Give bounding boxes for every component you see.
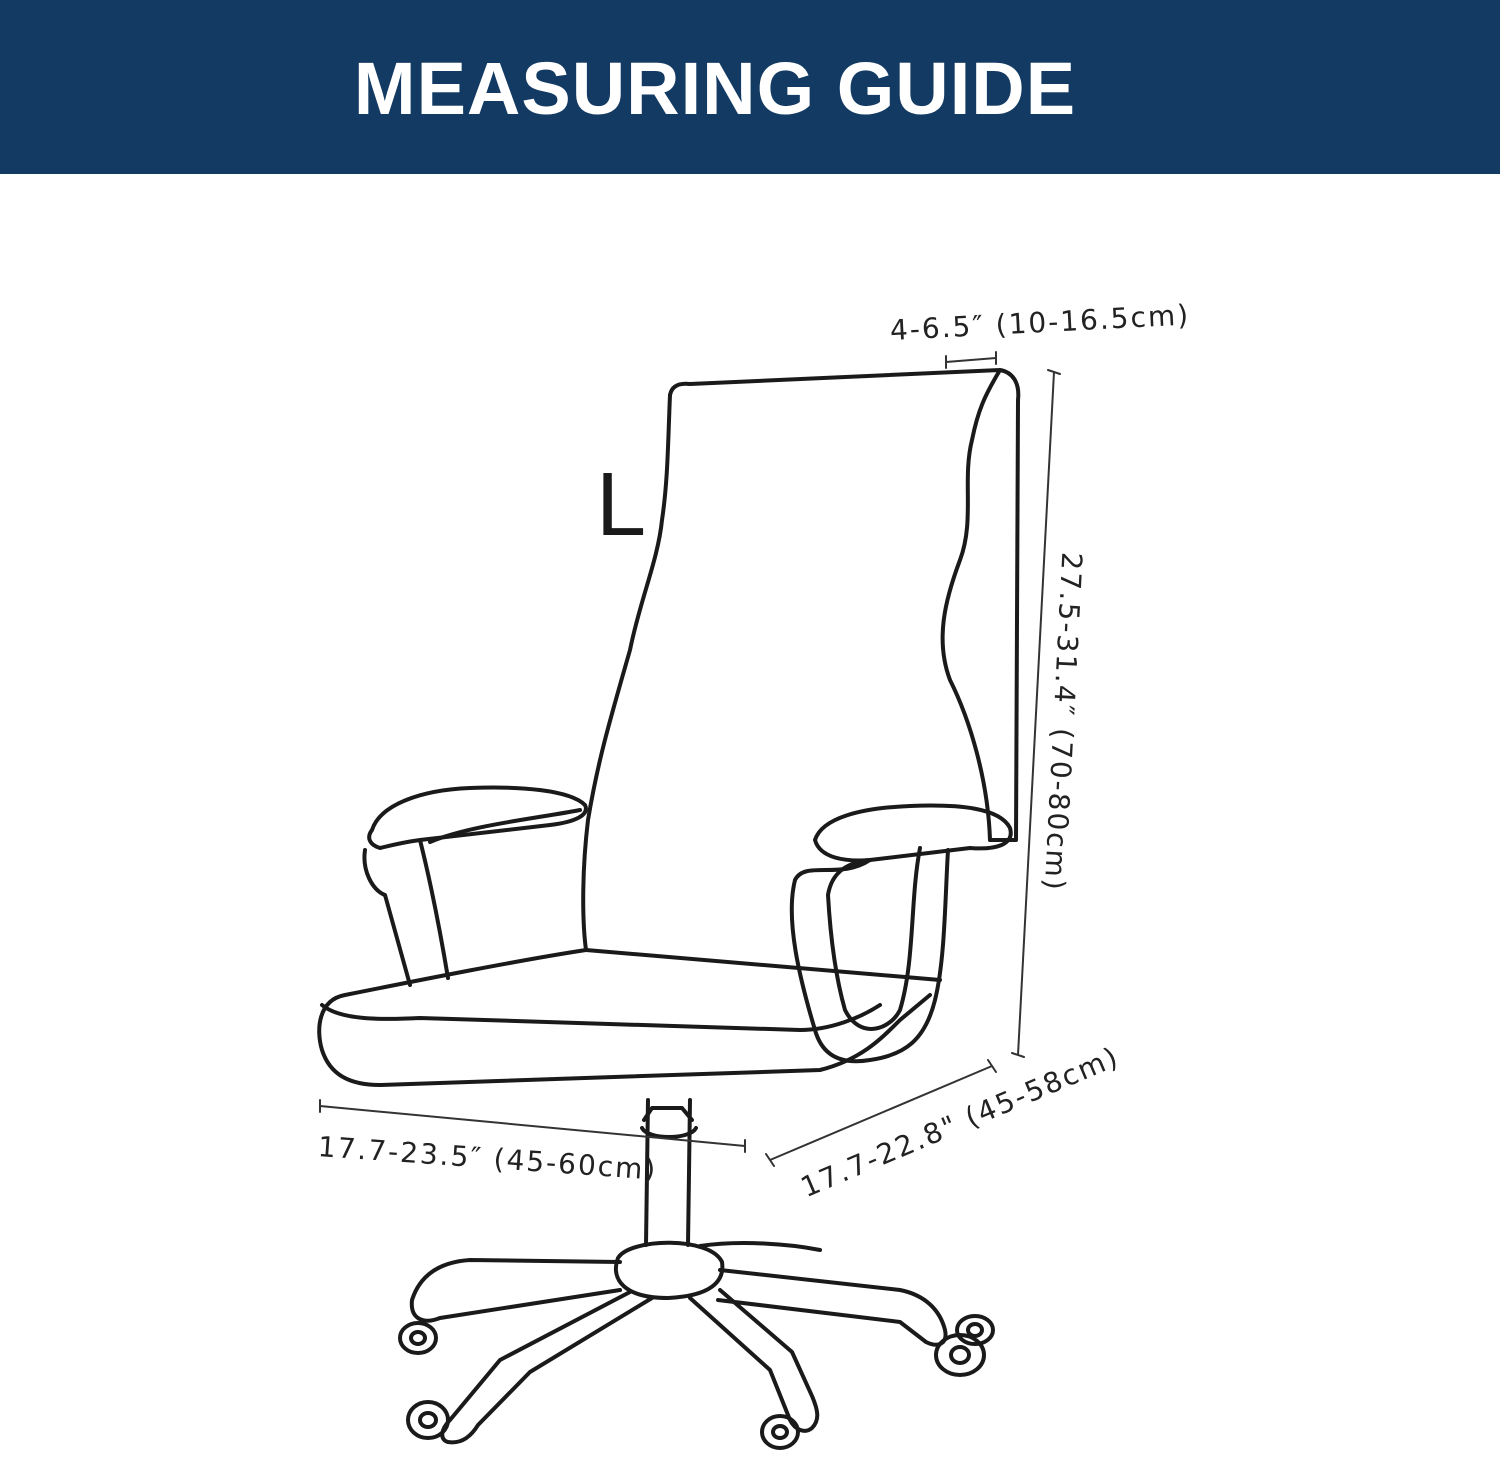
backrest-height-label: 27.5-31.4″ (70-80cm)	[1037, 551, 1089, 893]
chair-base	[616, 1243, 722, 1298]
thickness-dimension-line	[946, 352, 996, 368]
caster-wheels	[400, 1316, 993, 1448]
right-armrest	[815, 806, 1011, 861]
size-label: L	[596, 455, 647, 555]
seat-depth-label: 17.7-22.8" (45-58cm)	[795, 1039, 1125, 1205]
chair-backrest	[670, 370, 1018, 840]
left-armrest	[369, 788, 586, 848]
page-title: MEASURING GUIDE	[353, 47, 1077, 130]
chair-diagram	[0, 174, 1500, 1470]
header-banner	[0, 0, 1500, 174]
backrest-thickness-label: 4-6.5″ (10-16.5cm)	[889, 298, 1191, 347]
seat-width-label: 17.7-23.5″ (45-60cm)	[316, 1130, 659, 1187]
